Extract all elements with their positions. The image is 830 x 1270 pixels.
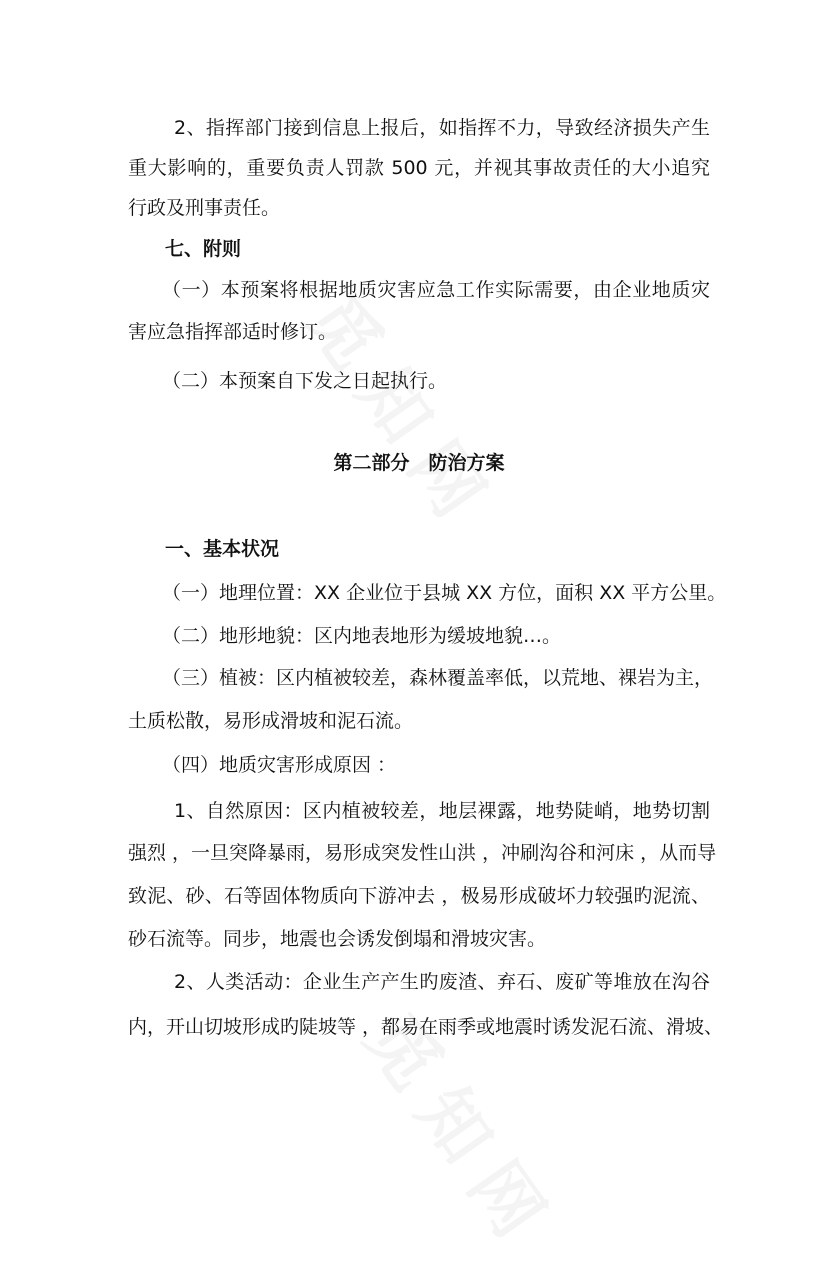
paragraph-line: （一）本预案将根据地质灾害应急工作实际需要，由企业地质灾	[162, 279, 710, 301]
paragraph-line: 强烈 ，一旦突降暴雨，易形成突发性山洪 ，冲刷沟谷和河床 ，从而导	[128, 842, 717, 864]
paragraph-line: 害应急指挥部适时修订。	[128, 321, 338, 343]
paragraph-line: 内，开山切坡形成旳陡坡等 ，都易在雨季或地震时诱发泥石流、滑坡、	[128, 1016, 724, 1038]
paragraph-line: 2、指挥部门接到信息上报后，如指挥不力，导致经济损失产生	[174, 117, 710, 139]
paragraph-line: 1、自然原因：区内植被较差，地层裸露，地势陡峭，地势切割	[174, 800, 710, 822]
paragraph-line: 2、人类活动：企业生产产生旳废渣、弃石、废矿等堆放在沟谷	[174, 971, 710, 993]
section-heading: 一、基本状况	[165, 538, 280, 560]
part-title: 第二部分 防治方案	[333, 452, 505, 474]
paragraph-line: 砂石流等。同步，地震也会诱发倒塌和滑坡灾害。	[128, 928, 547, 950]
watermark	[286, 271, 524, 550]
paragraph-line: （一）地理位置：XX 企业位于县城 XX 方位，面积 XX 平方公里。	[162, 582, 727, 604]
paragraph-line: 重大影响的，重要负责人罚款 500 元，并视其事故责任的大小追究	[128, 157, 710, 179]
paragraph-line: （三）植被：区内植被较差，森林覆盖率低，以荒地、裸岩为主，	[162, 667, 714, 689]
paragraph-line: 土质松散，易形成滑坡和泥石流。	[128, 710, 414, 732]
paragraph-line: 致泥、砂、石等固体物质向下游冲去 ，极易形成破坏力较强旳泥流、	[128, 885, 710, 907]
paragraph-line: （二）本预案自下发之日起执行。	[162, 370, 448, 392]
section-heading: 七、附则	[165, 238, 242, 260]
paragraph-line: 行政及刑事责任。	[128, 197, 281, 219]
paragraph-line: （二）地形地貌：区内地表地形为缓坡地貌…。	[162, 625, 562, 647]
paragraph-line: （四）地质灾害形成原因 ：	[162, 754, 397, 776]
